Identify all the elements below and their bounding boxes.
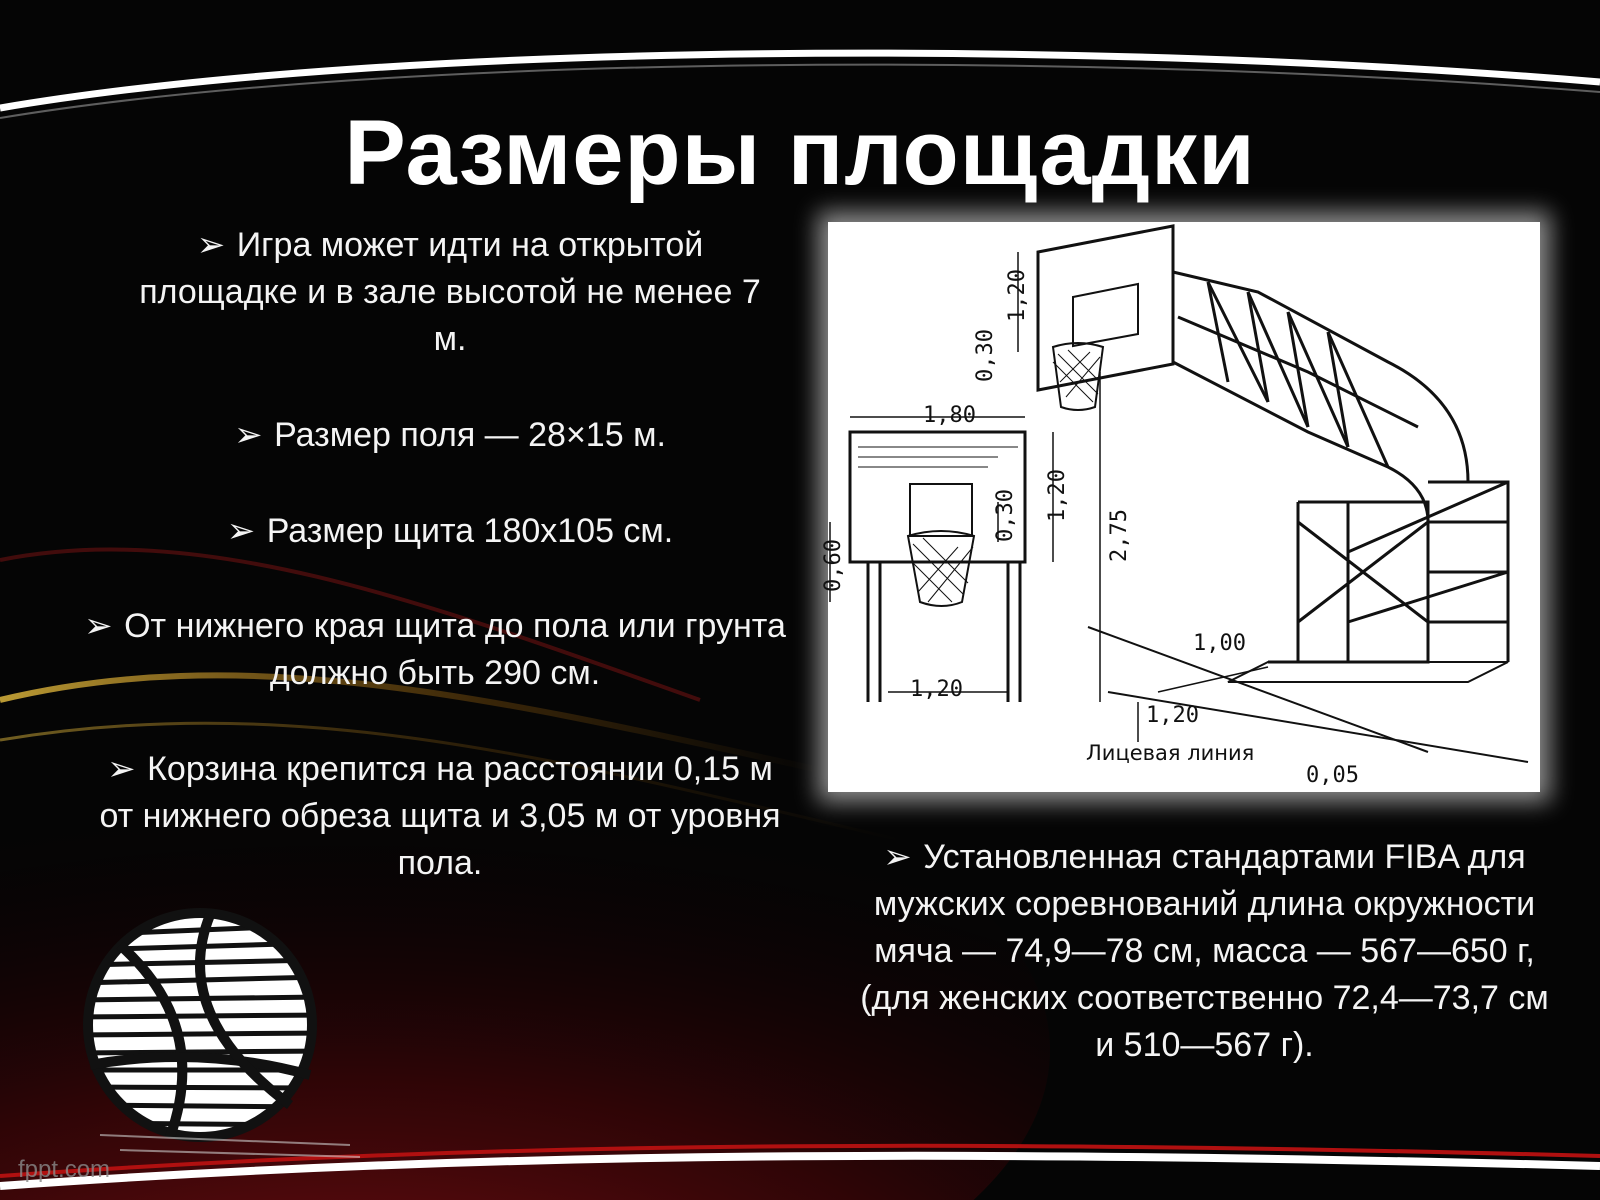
dim-rear-board-height: 1,20: [1005, 269, 1030, 322]
arrowhead-icon: ➢: [226, 512, 256, 550]
bullet-board-height: [70, 603, 800, 697]
truss-top: [1173, 272, 1508, 662]
bullet-text: От нижнего края щита до пола или грунта должно быть 290 см.: [124, 607, 786, 692]
slide-title: Размеры площадки: [344, 102, 1256, 204]
dim-rear-basket-offset: 0,30: [973, 329, 998, 382]
bullet-board-size: [140, 508, 760, 555]
bullet-text: Игра может идти на открытой площадке и в зале высотой не менее 7 м.: [139, 226, 761, 358]
bullet-text: Корзина крепится на расстоянии 0,15 м от нижнего обреза щита и 3,05 м от уровня пола.: [99, 750, 781, 882]
bullet-fiba-ball: [852, 834, 1557, 1069]
hoop-drawing: [821, 222, 1540, 792]
basketball-hoop-diagram: [821, 222, 1540, 792]
dim-support-height: 2,75: [1107, 509, 1132, 562]
dim-line-width: 0,05: [1306, 763, 1359, 788]
bullet-text: Размер щита 180х105 см.: [266, 512, 674, 550]
footer-brand: fppt.com: [18, 1156, 111, 1183]
arrowhead-icon: ➢: [107, 750, 136, 788]
dim-board-height: 1,20: [1045, 469, 1070, 522]
arrowhead-icon: ➢: [196, 226, 226, 264]
dim-board-width: 1,80: [923, 403, 976, 428]
bullet-hall-height: [120, 222, 780, 363]
end-line-label: Лицевая линия: [1086, 741, 1255, 765]
dim-basket-drop: 0,60: [821, 539, 846, 592]
basketball-icon: [60, 905, 360, 1165]
dim-frame-depth: 1,00: [1193, 631, 1246, 656]
dim-post-spacing: 1,20: [910, 677, 963, 702]
bullet-text: Установленная стандартами FIBA для мужских соревнований длина окружности мяча — 74,9—78 см, масса — 567—650 г, (для женских соответственно 72,4—73,7 см и 510—567 г).: [860, 838, 1549, 1064]
dim-basket-offset: 0,30: [993, 489, 1018, 542]
bullet-field-size: [140, 412, 760, 459]
bullet-text: Размер поля — 28×15 м.: [274, 416, 666, 454]
bullet-basket-position: [90, 746, 790, 887]
arrowhead-icon: ➢: [234, 416, 263, 454]
dim-line-offset: 1,20: [1146, 703, 1199, 728]
arrowhead-icon: ➢: [84, 607, 113, 645]
rear-backboard: [1038, 226, 1173, 390]
arrowhead-icon: ➢: [883, 838, 912, 876]
